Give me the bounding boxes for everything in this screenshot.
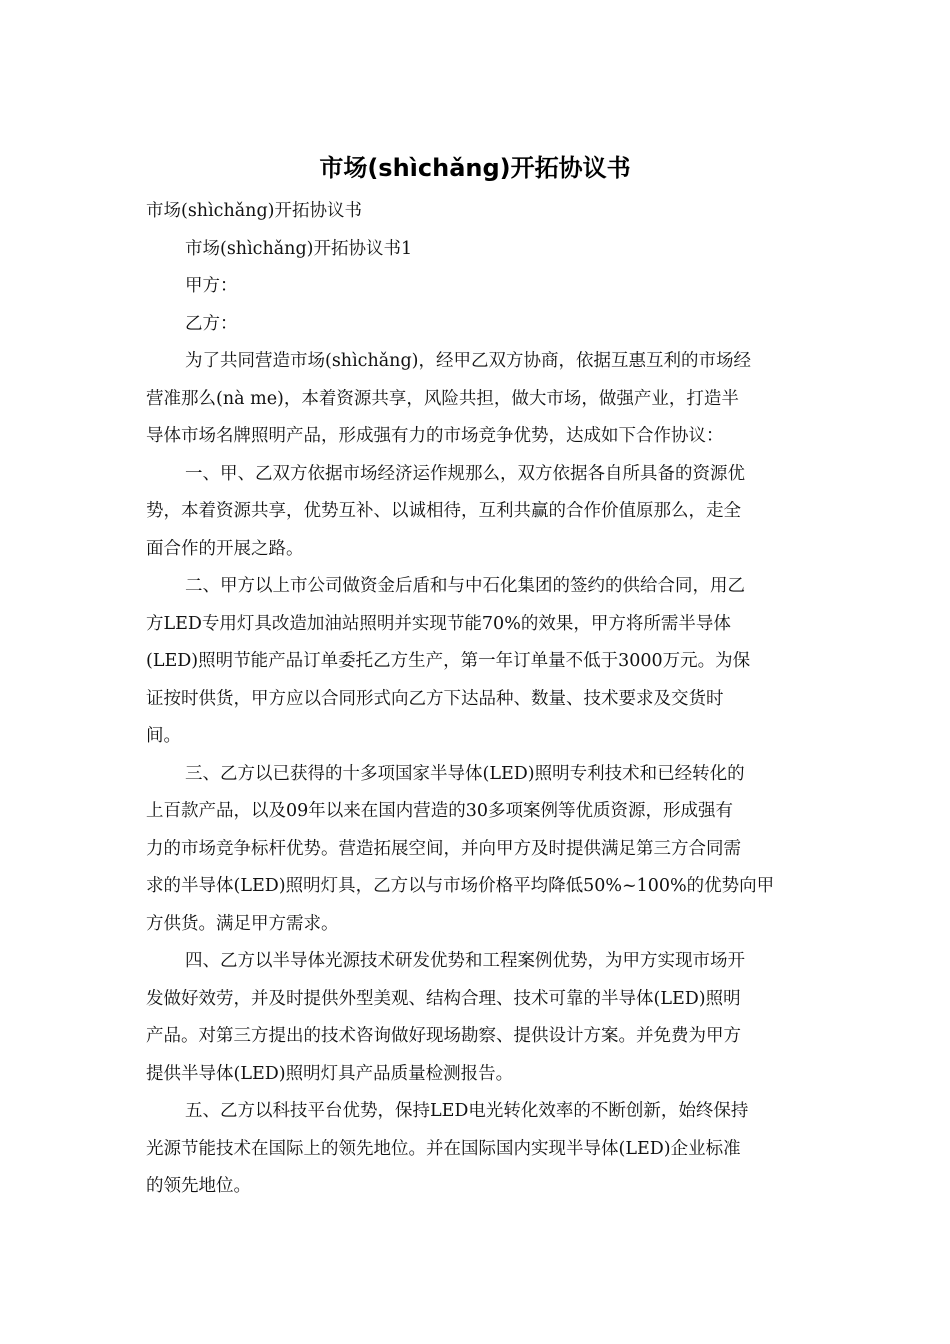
paragraph-subtitle xyxy=(146,193,800,231)
text-line: 势，本着资源共享，优势互补、以诚相待，互利共赢的合作价值原那么，走全 xyxy=(146,501,741,521)
text-line: 市场(shìchǎng)开拓协议书 xyxy=(146,201,362,221)
text-line: 一、甲、乙双方依据市场经济运作规那么，双方依据各自所具备的资源优 xyxy=(185,463,745,484)
text-line: 间。 xyxy=(146,726,181,746)
paragraph-clause-2 xyxy=(146,568,800,756)
text-line: 方LED专用灯具改造加油站照明并实现节能70%的效果，甲方将所需半导体 xyxy=(146,613,731,634)
text-line: 面合作的开展之路。 xyxy=(146,538,304,559)
text-line: 四、乙方以半导体光源技术研发优势和工程案例优势，为甲方实现市场开 xyxy=(185,951,745,971)
paragraph-clause-5 xyxy=(146,1093,800,1206)
text-line: 甲方： xyxy=(185,276,238,296)
text-line: 市场(shìchǎng)开拓协议书1 xyxy=(185,238,413,259)
paragraph-party-a xyxy=(146,268,800,306)
text-line: 上百款产品，以及09年以来在国内营造的30多项案例等优质资源，形成强有 xyxy=(146,801,734,821)
text-line: 的领先地位。 xyxy=(146,1176,251,1196)
text-line: 三、乙方以已获得的十多项国家半导体(LED)照明专利技术和已经转化的 xyxy=(185,763,745,784)
text-line: 提供半导体(LED)照明灯具产品质量检测报告。 xyxy=(146,1063,514,1084)
text-line: 产品。对第三方提出的技术咨询做好现场勘察、提供设计方案。并免费为甲方 xyxy=(146,1026,741,1046)
text-line: 发做好效劳，并及时提供外型美观、结构合理、技术可靠的半导体(LED)照明 xyxy=(146,988,741,1009)
text-line: 营准那么(nà me)，本着资源共享，风险共担，做大市场，做强产业，打造半 xyxy=(146,388,739,409)
text-line: 为了共同营造市场(shìchǎng)，经甲乙双方协商，依据互惠互利的市场经 xyxy=(185,351,751,371)
paragraph-clause-3 xyxy=(146,756,800,944)
paragraph-party-b xyxy=(146,306,800,344)
document-title: 市场(shìchǎng)开拓协议书 xyxy=(319,154,631,182)
paragraph-preamble xyxy=(146,343,800,456)
document-body xyxy=(146,193,800,1206)
text-line: 光源节能技术在国际上的领先地位。并在国际国内实现半导体(LED)企业标准 xyxy=(146,1138,741,1159)
text-line: 力的市场竞争标杆优势。营造拓展空间，并向甲方及时提供满足第三方合同需 xyxy=(146,838,741,859)
paragraph-clause-1 xyxy=(146,456,800,569)
paragraph-heading xyxy=(146,231,800,269)
text-line: 五、乙方以科技平台优势，保持LED电光转化效率的不断创新，始终保持 xyxy=(185,1101,749,1121)
paragraph-clause-4 xyxy=(146,943,800,1093)
text-line: 方供货。满足甲方需求。 xyxy=(146,913,339,934)
text-line: 求的半导体(LED)照明灯具，乙方以与市场价格平均降低50%~100%的优势向甲 xyxy=(146,876,775,896)
text-line: 二、甲方以上市公司做资金后盾和与中石化集团的签约的供给合同，用乙 xyxy=(185,576,745,596)
text-line: 导体市场名牌照明产品，形成强有力的市场竞争优势，达成如下合作协议： xyxy=(146,426,724,446)
text-line: (LED)照明节能产品订单委托乙方生产，第一年订单量不低于3000万元。为保 xyxy=(146,651,751,671)
text-line: 证按时供货，甲方应以合同形式向乙方下达品种、数量、技术要求及交货时 xyxy=(146,688,724,709)
text-line: 乙方： xyxy=(185,313,238,334)
